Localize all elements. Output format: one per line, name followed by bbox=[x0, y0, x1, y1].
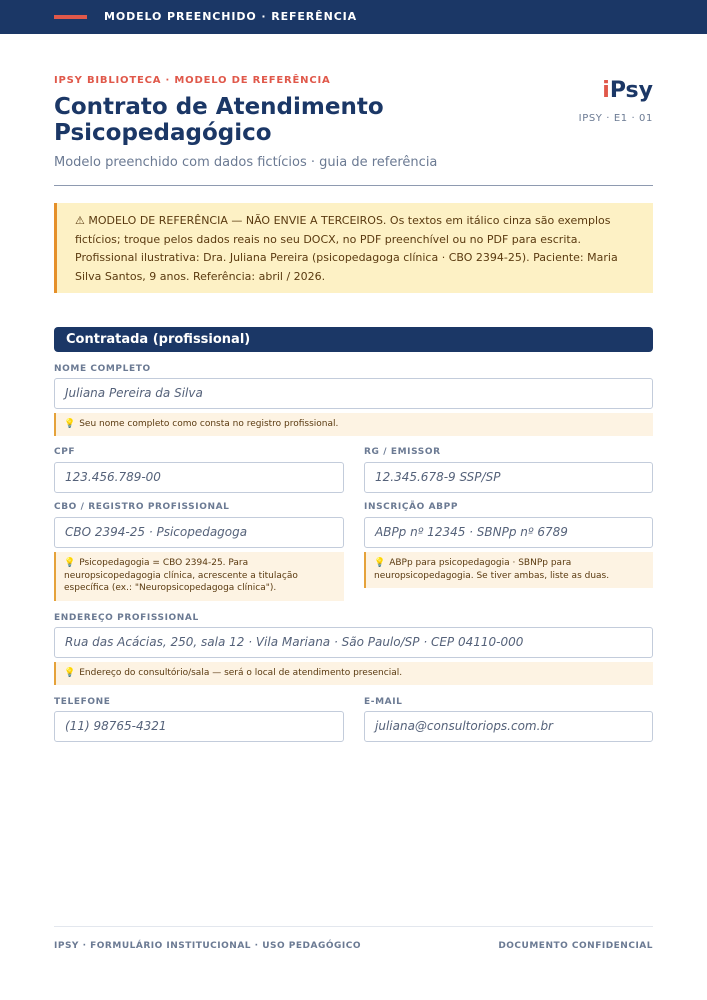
field-label-endereco: ENDEREÇO PROFISSIONAL bbox=[54, 613, 199, 623]
hint-nome-text: Seu nome completo como consta no registro profissional. bbox=[79, 419, 339, 429]
hint-abpp-text: ABPp para psicopedagogia · SBNPp para neuropsicopedagogia. Se tiver ambas, liste as duas. bbox=[374, 558, 610, 581]
document-eyebrow: IPSY BIBLIOTECA · MODELO DE REFERÊNCIA bbox=[54, 75, 331, 86]
field-label-rg: RG / EMISSOR bbox=[364, 447, 441, 457]
top-bar-label: MODELO PREENCHIDO · REFERÊNCIA bbox=[104, 10, 358, 23]
nome-completo-input[interactable]: Juliana Pereira da Silva bbox=[54, 378, 653, 409]
lightbulb-icon: 💡 bbox=[64, 419, 76, 429]
hint-endereco bbox=[54, 662, 653, 685]
rg-emissor-input[interactable]: 12.345.678-9 SSP/SP bbox=[364, 462, 653, 493]
field-label-cpf: CPF bbox=[54, 447, 76, 457]
field-label-abpp: INSCRIÇÃO ABPP bbox=[364, 502, 459, 512]
email-input[interactable]: juliana@consultoriops.com.br bbox=[364, 711, 653, 742]
header-divider bbox=[54, 185, 653, 186]
brand-logo-rest: Psy bbox=[609, 78, 653, 103]
lightbulb-icon: 💡 bbox=[64, 668, 76, 678]
footer-right-text: DOCUMENTO CONFIDENCIAL bbox=[498, 941, 653, 951]
hint-abpp bbox=[364, 552, 653, 588]
hint-endereco-text: Endereço do consultório/sala — será o local de atendimento presencial. bbox=[79, 668, 403, 678]
reference-warning: ⚠ MODELO DE REFERÊNCIA — NÃO ENVIE A TERCEIROS. Os textos em itálico cinza são exemplos fictícios; troque pelos dados reais no seu DOCX, no PDF preenchível ou no PDF para escrita. Profissional ilustrativa: Dra. Juliana Pereira (psicopedagoga clínica · CBO 2394-25). Paciente: Maria Silva Santos, 9 anos. Referência: abril / 2026. bbox=[54, 203, 653, 293]
endereco-input[interactable]: Rua das Acácias, 250, sala 12 · Vila Mariana · São Paulo/SP · CEP 04110-000 bbox=[54, 627, 653, 658]
footer-left-text: IPSY · FORMULÁRIO INSTITUCIONAL · USO PEDAGÓGICO bbox=[54, 941, 361, 951]
cpf-input[interactable]: 123.456.789-00 bbox=[54, 462, 344, 493]
top-bar-accent bbox=[54, 15, 87, 19]
field-label-telefone: TELEFONE bbox=[54, 697, 111, 707]
brand-logo bbox=[602, 78, 653, 103]
hint-cbo bbox=[54, 552, 344, 601]
page-title: Contrato de Atendimento Psicopedagógico bbox=[54, 94, 384, 146]
footer-divider bbox=[54, 926, 653, 927]
top-bar bbox=[0, 0, 707, 34]
lightbulb-icon: 💡 bbox=[64, 558, 76, 568]
telefone-input[interactable]: (11) 98765-4321 bbox=[54, 711, 344, 742]
document-code: IPSY · E1 · 01 bbox=[578, 113, 653, 124]
cbo-registro-input[interactable]: CBO 2394-25 · Psicopedagoga bbox=[54, 517, 344, 548]
page-subtitle: Modelo preenchido com dados fictícios · guia de referência bbox=[54, 155, 438, 170]
field-label-email: E-MAIL bbox=[364, 697, 403, 707]
field-label-nome: NOME COMPLETO bbox=[54, 364, 151, 374]
brand-logo-i: i bbox=[602, 78, 610, 103]
hint-nome bbox=[54, 413, 653, 436]
lightbulb-icon: 💡 bbox=[374, 558, 386, 568]
field-label-cbo: CBO / REGISTRO PROFISSIONAL bbox=[54, 502, 230, 512]
inscricao-abpp-input[interactable]: ABPp nº 12345 · SBNPp nº 6789 bbox=[364, 517, 653, 548]
section-title-contratada: Contratada (profissional) bbox=[54, 327, 653, 352]
hint-cbo-text: Psicopedagogia = CBO 2394-25. Para neuropsicopedagogia clínica, acrescente a titulação específica (ex.: "Neuropsicopedagoga clínica"). bbox=[64, 558, 298, 593]
